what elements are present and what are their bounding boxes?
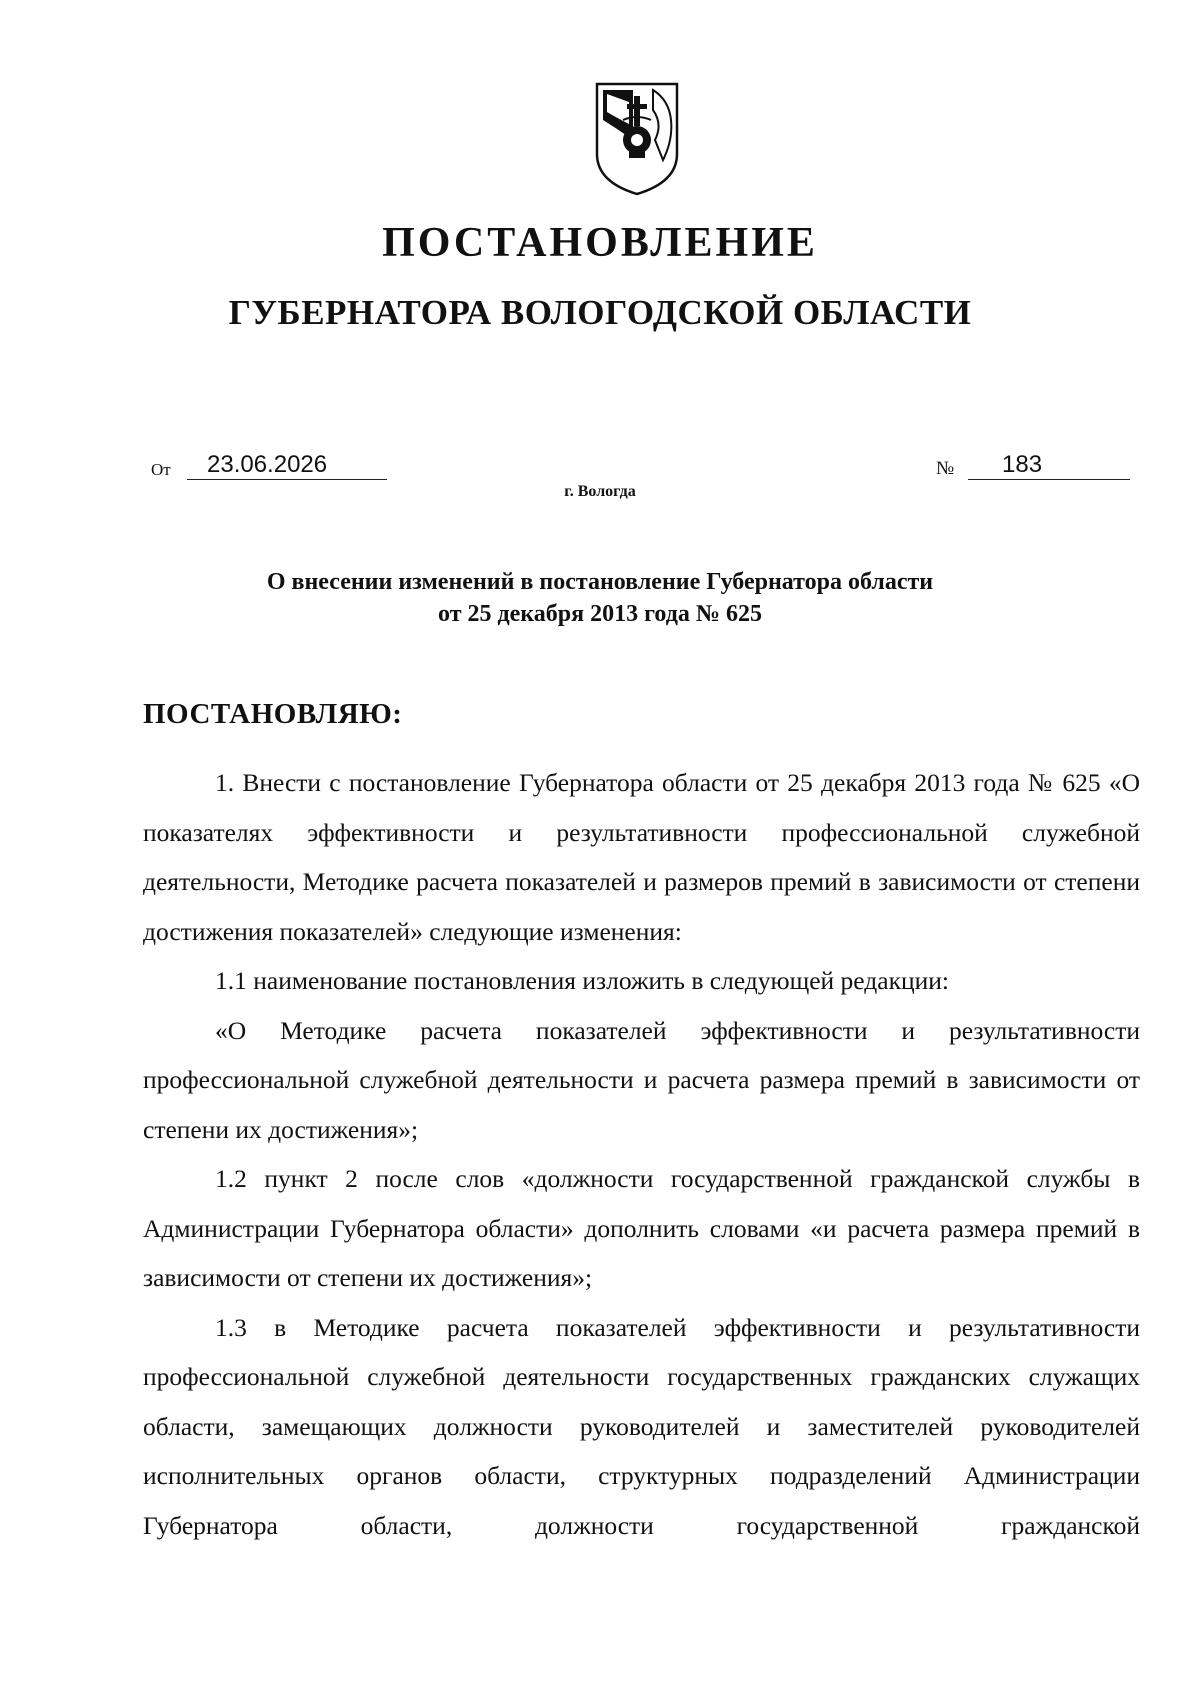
decree-heading: ПОСТАНОВЛЯЮ:	[143, 698, 403, 730]
issuer-title: ГУБЕРНАТОРА ВОЛОГОДСКОЙ ОБЛАСТИ	[228, 293, 972, 332]
number-prefix-label: №	[936, 458, 955, 479]
subject-line: О внесении изменений в постановление Губернатора области	[266, 569, 934, 595]
body-paragraph: 1.1 наименование постановления изложить в следующей редакции:	[215, 966, 949, 995]
document-body	[143, 758, 1140, 1550]
date-prefix-label: От	[151, 460, 171, 479]
city-label: г. Вологда	[564, 483, 636, 500]
body-paragraph: 1. Внести с постановление Губернатора области от 25 декабря 2013 года № 625 «О показателях эффективности и результативности профессиональной служебной деятельности, Методике расчета показателей и размеров премий в зависимости от степени достижения показателей» следующие изменения:	[143, 768, 1140, 946]
body-paragraph: «О Методике расчета показателей эффективности и результативности профессиональной служебной деятельности и расчета размера премий в зависимости от степени их достижения»;	[143, 1015, 1140, 1144]
body-paragraph: 1.2 пункт 2 после слов «должности государственной гражданской службы в Администрации Губернатора области» дополнить словами «и расчета размера премий в зависимости от степени их достижения»;	[143, 1164, 1140, 1292]
document-type-title: ПОСТАНОВЛЕНИЕ	[382, 220, 818, 266]
coat-of-arms-emblem	[593, 80, 681, 198]
document-subject	[0, 566, 1200, 630]
number-value: 183	[968, 451, 1130, 480]
date-value: 23.06.2026	[187, 451, 387, 480]
date-field	[151, 448, 401, 484]
body-paragraph: 1.3 в Методике расчета показателей эффективности и результативности профессиональной служебной деятельности государственных гражданских служащих области, замещающих должности руководителей и заместителей руководителей исполнительных органов области, структурных подразделений Администрации Губернатора области, должности государственной гражданской	[143, 1312, 1140, 1540]
subject-line: от 25 декабря 2013 года № 625	[438, 601, 762, 627]
number-field	[936, 448, 1136, 484]
